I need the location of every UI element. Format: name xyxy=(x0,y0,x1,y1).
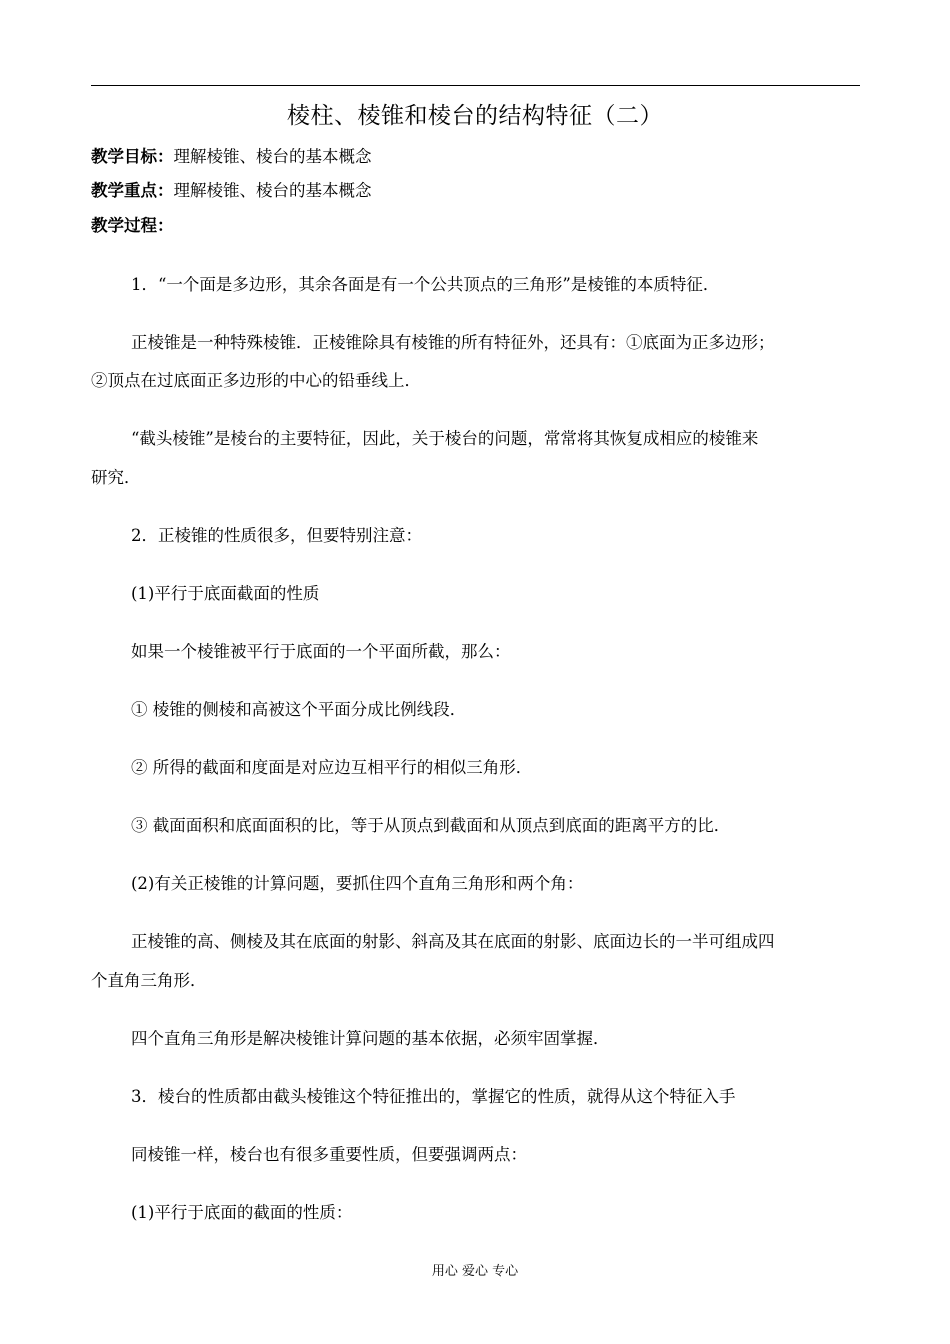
paragraph-11b: 个直角三角形． xyxy=(91,971,207,990)
page-title: 棱柱、棱锥和棱台的结构特征（二） xyxy=(287,103,663,129)
paragraph-7: ① 棱锥的侧棱和高被这个平面分成比例线段． xyxy=(131,700,467,719)
top-rule xyxy=(91,85,860,86)
paragraph-2b: ②顶点在过底面正多边形的中心的铅垂线上． xyxy=(91,371,421,390)
paragraph-3a: “截头棱锥”是棱台的主要特征，因此，关于棱台的问题，常常将其恢复成相应的棱锥来 xyxy=(131,429,759,448)
paragraph-9: ③ 截面面积和底面面积的比，等于从顶点到截面和从顶点到底面的距离平方的比． xyxy=(131,816,731,835)
process-line xyxy=(91,212,174,236)
paragraph-3b: 研究． xyxy=(91,468,141,487)
paragraph-1: 1．“一个面是多边形，其余各面是有一个公共顶点的三角形”是棱锥的本质特征． xyxy=(131,275,720,294)
focus-label: 教学重点： xyxy=(91,181,174,200)
paragraph-12: 四个直角三角形是解决棱锥计算问题的基本依据，必须牢固掌握． xyxy=(131,1029,610,1048)
goal-label: 教学目标： xyxy=(91,147,174,166)
paragraph-10: (2)有关正棱锥的计算问题，要抓住四个直角三角形和两个角： xyxy=(131,874,584,893)
paragraph-13: 3．棱台的性质都由截头棱锥这个特征推出的，掌握它的性质，就得从这个特征入手 xyxy=(131,1087,736,1106)
paragraph-6: 如果一个棱锥被平行于底面的一个平面所截，那么： xyxy=(131,642,511,661)
page-footer: 用心 爱心 专心 xyxy=(431,1264,519,1279)
paragraph-11a: 正棱锥的高、侧棱及其在底面的射影、斜高及其在底面的射影、底面边长的一半可组成四 xyxy=(131,932,775,951)
goal-text: 理解棱锥、棱台的基本概念 xyxy=(173,147,372,166)
paragraph-15: (1)平行于底面的截面的性质： xyxy=(131,1203,353,1222)
paragraph-5: (1)平行于底面截面的性质 xyxy=(131,584,320,603)
focus-text: 理解棱锥、棱台的基本概念 xyxy=(173,181,372,200)
goal-line xyxy=(91,143,372,167)
paragraph-8: ② 所得的截面和度面是对应边互相平行的相似三角形． xyxy=(131,758,533,777)
focus-line xyxy=(91,177,372,201)
paragraph-14: 同棱锥一样，棱台也有很多重要性质，但要强调两点： xyxy=(131,1145,527,1164)
process-label: 教学过程： xyxy=(91,216,174,235)
paragraph-2a: 正棱锥是一种特殊棱锥．正棱锥除具有棱锥的所有特征外，还具有：①底面为正多边形； xyxy=(131,333,775,352)
paragraph-4: 2．正棱锥的性质很多，但要特别注意： xyxy=(131,526,422,545)
